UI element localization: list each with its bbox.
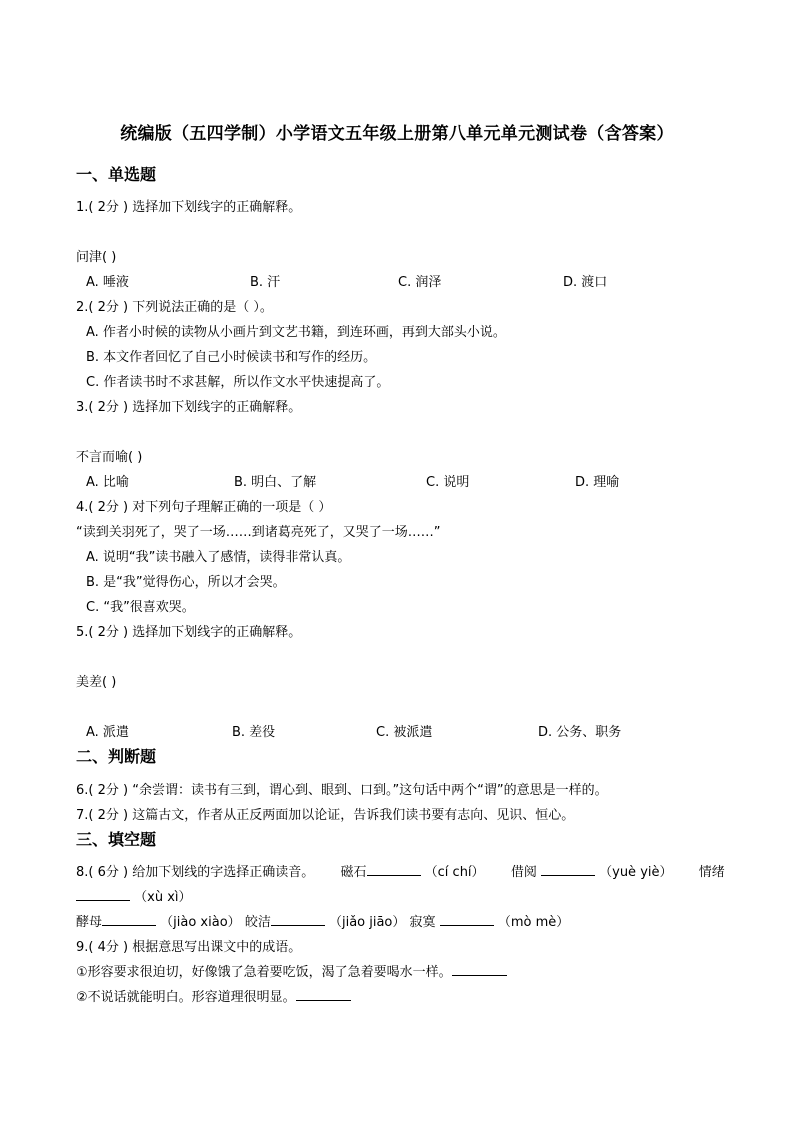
question-8-stem: 8.( 6分 ) 给加下划线的字选择正确读音。 bbox=[76, 865, 315, 880]
question-1-stem: 1.( 2分 ) 选择加下划线字的正确解释。 bbox=[76, 200, 302, 215]
question-4-quote: “读到关羽死了，哭了一场……到诸葛亮死了，又哭了一场……” bbox=[76, 525, 441, 540]
question-4-option-b: B. 是“我”觉得伤心，所以才会哭。 bbox=[86, 575, 286, 590]
question-9-item-2-text: ②不说话就能明白。形容道理很明显。 bbox=[76, 990, 296, 1005]
question-3-option-c: C. 说明 bbox=[426, 475, 470, 490]
question-8-pinyin-4: （jiào xiào） bbox=[160, 915, 241, 930]
question-8-blank-4[interactable] bbox=[102, 913, 156, 926]
page-title: 统编版（五四学制）小学语文五年级上册第八单元单元测试卷（含答案） bbox=[120, 124, 674, 144]
question-8-pinyin-1: （cí chí） bbox=[424, 865, 485, 880]
question-3-stem: 3.( 2分 ) 选择加下划线字的正确解释。 bbox=[76, 400, 302, 415]
question-8-pinyin-3: （xù xì） bbox=[134, 890, 192, 905]
question-4-option-a: A. 说明“我”读书融入了感情，读得非常认真。 bbox=[86, 550, 351, 565]
question-9-item-1 bbox=[76, 961, 507, 980]
section-heading-fill-in: 三、填空题 bbox=[76, 830, 157, 849]
question-7-stem: 7.( 2分 ) 这篇古文，作者从正反两面加以论证，告诉我们读书要有志向、见识、恒心。 bbox=[76, 808, 575, 823]
question-8-pinyin-2: （yuè yiè） bbox=[599, 865, 673, 880]
question-9-item-1-text: ①形容要求很迫切，好像饿了急着要吃饭，渴了急着要喝水一样。 bbox=[76, 965, 452, 980]
question-2-stem: 2.( 2分 ) 下列说法正确的是（ ）。 bbox=[76, 300, 273, 315]
question-8-blank-3[interactable] bbox=[76, 888, 130, 901]
question-8-word-5: 皎洁 bbox=[244, 915, 271, 930]
question-2-option-a: A. 作者小时候的读物从小画片到文艺书籍，到连环画，再到大部头小说。 bbox=[86, 325, 506, 340]
question-8-word-2: 借阅 bbox=[510, 865, 537, 880]
question-9-blank-1[interactable] bbox=[452, 963, 507, 976]
question-3-option-d: D. 理喻 bbox=[575, 475, 620, 490]
question-3-option-b: B. 明白、了解 bbox=[234, 475, 317, 490]
question-8-line-1 bbox=[76, 861, 725, 880]
question-8-line-3 bbox=[76, 911, 569, 930]
question-8-pinyin-6: （mò mè） bbox=[497, 915, 570, 930]
section-heading-true-false: 二、判断题 bbox=[76, 747, 157, 766]
question-8-word-1: 磁石 bbox=[340, 865, 367, 880]
question-9-item-2 bbox=[76, 986, 351, 1005]
question-3-option-a: A. 比喻 bbox=[86, 475, 129, 490]
question-9-stem: 9.( 4分 ) 根据意思写出课文中的成语。 bbox=[76, 940, 302, 955]
question-5-stem: 5.( 2分 ) 选择加下划线字的正确解释。 bbox=[76, 625, 302, 640]
question-8-blank-1[interactable] bbox=[367, 863, 421, 876]
question-4-stem: 4.( 2分 ) 对下列句子理解正确的一项是（ ） bbox=[76, 500, 332, 515]
question-8-line-2 bbox=[76, 886, 192, 905]
question-8-word-3: 情绪 bbox=[698, 865, 725, 880]
question-3-word: 不言而喻( ) bbox=[76, 450, 143, 465]
question-1-option-c: C. 润泽 bbox=[398, 275, 442, 290]
question-8-word-4: 酵母 bbox=[76, 915, 103, 930]
question-1-option-b: B. 汗 bbox=[250, 275, 281, 290]
question-5-option-c: C. 被派遣 bbox=[376, 725, 433, 740]
section-heading-single-choice: 一、单选题 bbox=[76, 165, 157, 184]
question-8-pinyin-5: （jiǎo jiāo） bbox=[328, 915, 406, 930]
question-8-blank-2[interactable] bbox=[541, 863, 595, 876]
question-8-blank-5[interactable] bbox=[271, 913, 325, 926]
question-8-word-6: 寂寞 bbox=[409, 915, 436, 930]
question-1-option-d: D. 渡口 bbox=[563, 275, 608, 290]
question-9-blank-2[interactable] bbox=[296, 988, 351, 1001]
question-5-option-a: A. 派遣 bbox=[86, 725, 129, 740]
question-1-option-a: A. 唾液 bbox=[86, 275, 129, 290]
question-5-option-b: B. 差役 bbox=[232, 725, 276, 740]
question-4-option-c: C. “我”很喜欢哭。 bbox=[86, 600, 195, 615]
question-5-option-d: D. 公务、职务 bbox=[538, 725, 622, 740]
question-5-word: 美差( ) bbox=[76, 675, 117, 690]
question-8-blank-6[interactable] bbox=[440, 913, 494, 926]
question-6-stem: 6.( 2分 ) “余尝谓：读书有三到，谓心到、眼到、口到。”这句话中两个“谓”的意思是一样的。 bbox=[76, 783, 608, 798]
question-2-option-c: C. 作者读书时不求甚解，所以作文水平快速提高了。 bbox=[86, 375, 390, 390]
question-1-word: 问津( ) bbox=[76, 250, 117, 265]
question-2-option-b: B. 本文作者回忆了自己小时候读书和写作的经历。 bbox=[86, 350, 377, 365]
